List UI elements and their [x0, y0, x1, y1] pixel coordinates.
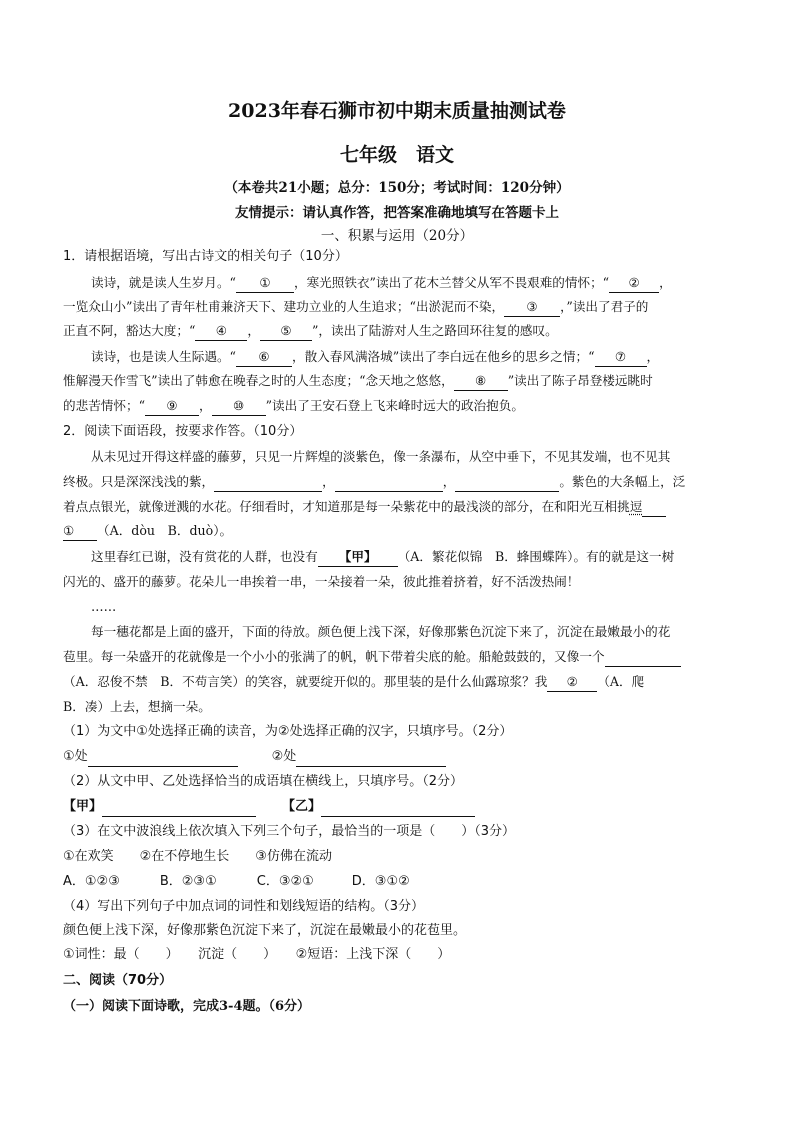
- q1-text: 一览众山小”读出了青年杜甫兼济天下、建功立业的人生追求；“出淤泥而不染，: [63, 299, 505, 314]
- exam-subtitle: 七年级 语文: [339, 144, 454, 166]
- answer-label-2: ②处: [271, 749, 297, 764]
- passage-line-1: 从未见过开得这样盛的藤萝，只见一片辉煌的淡紫色，像一条瀑布，从空中垂下，不见其发端，也不见其: [91, 449, 671, 464]
- blank-1[interactable]: ①: [236, 274, 294, 293]
- blank-10[interactable]: ⑩: [212, 397, 266, 416]
- blank-4[interactable]: ④: [195, 322, 247, 341]
- answer-field-yi[interactable]: [321, 798, 475, 817]
- choice-c[interactable]: C．③②①: [256, 874, 314, 889]
- blank-yi[interactable]: [605, 648, 681, 667]
- q1-line-1: [91, 274, 733, 293]
- q1-text: 的悲苦情怀；“: [63, 398, 146, 413]
- section2-heading: 二、阅读（70分）: [63, 973, 173, 988]
- blank-5[interactable]: ⑤: [260, 322, 312, 341]
- choice-b[interactable]: B．②③①: [159, 874, 217, 889]
- passage-text: 终极。只是深深浅浅的紫，: [63, 474, 215, 489]
- q1-text: 惟解漫天作雪飞”读出了韩愈在晚春之时的人生态度；“念天地之悠悠，: [63, 373, 454, 388]
- exam-info: （本卷共21小题；总分：150分；考试时间：120分钟）: [224, 180, 570, 196]
- blank-2[interactable]: ②: [609, 274, 659, 293]
- passage-ellipsis: ……: [91, 599, 117, 614]
- answer-label-jia: 【甲】: [63, 799, 103, 814]
- q1-text: ，寒光照铁衣”读出了花木兰替父从军不畏艰难的情怀；“: [293, 275, 610, 290]
- sub-q4-answers: ①词性：最（ ） 沉淀（ ） ②短语：上浅下深（ ）: [63, 947, 451, 962]
- blank-3[interactable]: ③: [504, 298, 560, 317]
- passage-text: （A．繁花似锦 B．蜂围蝶阵）。有的就是这一树: [397, 549, 675, 564]
- passage-text: 。紫色的大条幅上，泛: [559, 474, 686, 489]
- blank-6[interactable]: ⑥: [236, 348, 292, 367]
- q1-line-5: [63, 372, 733, 391]
- dotted-char: 逗: [629, 499, 643, 514]
- section2-sub: （一）阅读下面诗歌，完成3-4题。（6分）: [63, 999, 311, 1014]
- q1-text: ”读出了王安石登上飞来峰时远大的政治抱负。: [265, 398, 524, 413]
- choice-a[interactable]: A．①②③: [63, 874, 120, 889]
- passage-line-11: B．凑）上去，想摘一朵。: [63, 699, 211, 714]
- passage-text: （A．忍俊不禁 B．不苟言笑）的笑容，就要绽开似的。那里装的是什么仙露琼浆？我: [63, 674, 548, 689]
- q1-text: ，: [199, 398, 212, 413]
- sub-q2-answers: [63, 798, 733, 817]
- passage-text: （A．爬: [597, 674, 645, 689]
- passage-text: 苞里。每一朵盛开的花就像是一个小小的张满了的帆，帆下带着尖底的舱。船舱鼓鼓的，又像一个: [63, 649, 605, 664]
- q1-line-6: [63, 397, 733, 416]
- passage-line-10: [63, 673, 733, 692]
- sub-q1: （1）为文中①处选择正确的读音，为②处选择正确的汉字，只填序号。（2分）: [63, 724, 513, 739]
- passage-line-2: [63, 473, 733, 492]
- answer-field-1[interactable]: [88, 748, 238, 767]
- passage-line-5: [91, 548, 733, 567]
- blank-a[interactable]: [642, 498, 666, 517]
- passage-line-8: 每一穗花都是上面的盛开，下面的待放。颜色便上浅下深，好像那紫色沉淀下来了，沉淀在最嫩最小的花: [91, 624, 671, 639]
- q1-text: ，”读出了君子的: [560, 299, 649, 314]
- sub-q4-sentence: 颜色便上浅下深，好像那紫色沉淀下来了，沉淀在最嫩最小的花苞里。: [63, 923, 467, 938]
- q1-text: ”读出了陈子昂登楼远眺时: [507, 373, 653, 388]
- blank-jia[interactable]: 【甲】: [318, 548, 398, 567]
- blank-char[interactable]: ②: [547, 673, 597, 692]
- choice-d[interactable]: D．③①②: [351, 874, 410, 889]
- answer-label-1: ①处: [63, 749, 88, 764]
- wavy-blank-3[interactable]: [455, 473, 559, 492]
- sub-q3-choices: [63, 873, 733, 891]
- passage-line-6: 闪光的、盛开的藤萝。花朵儿一串挨着一串，一朵接着一朵，彼此推着挤着，好不活泼热闹！: [63, 574, 580, 589]
- passage-line-4: [63, 522, 733, 541]
- sub-q1-answers: [63, 748, 733, 767]
- passage-line-3: [63, 498, 733, 517]
- q1-prompt: 1．请根据语境，写出古诗文的相关句子（10分）: [63, 249, 348, 264]
- q1-text: ，: [247, 323, 260, 338]
- wavy-blank-1[interactable]: [214, 473, 322, 492]
- passage-text: ，: [442, 474, 456, 489]
- passage-text: ，: [322, 474, 335, 489]
- friendly-tip: 友情提示：请认真作答，把答案准确地填写在答题卡上: [235, 205, 559, 221]
- section1-heading: 一、积累与运用（20分）: [320, 228, 474, 244]
- q1-text: ”，读出了陆游对人生之路回环往复的感叹。: [311, 323, 558, 338]
- passage-line-9: [63, 648, 733, 667]
- q1-line-2: [63, 298, 733, 317]
- q1-line-4: [91, 348, 733, 367]
- passage-text: 这里春红已谢，没有赏花的人群，也没有: [91, 549, 318, 564]
- passage-text: （A．dòu B．duò）。: [97, 523, 233, 538]
- blank-7[interactable]: ⑦: [595, 348, 647, 367]
- answer-field-2[interactable]: [296, 748, 446, 767]
- exam-title: 2023年春石狮市初中期末质量抽测试卷: [228, 100, 566, 122]
- sub-q3: （3）在文中波浪线上依次填入下列三个句子，最恰当的一项是（ ）（3分）: [63, 824, 516, 839]
- q1-text: 读诗，也是读人生际遇。“: [91, 349, 236, 364]
- sub-q3-sentences: ①在欢笑 ②在不停地生长 ③仿佛在流动: [63, 849, 332, 864]
- q2-prompt: 2．阅读下面语段，按要求作答。（10分）: [63, 424, 303, 439]
- blank-9[interactable]: ⑨: [145, 397, 199, 416]
- blank-8[interactable]: ⑧: [454, 372, 508, 391]
- answer-label-yi: 【乙】: [282, 799, 322, 814]
- q1-line-3: [63, 322, 733, 341]
- sub-q4: （4）写出下列句子中加点词的词性和划线短语的结构。（3分）: [63, 899, 425, 914]
- q1-text: 读诗，就是读人生岁月。“: [91, 275, 236, 290]
- passage-text: 着点点银光，就像迸溅的水花。仔细看时，才知道那是每一朵紫花中的最浅淡的部分，在和阳光互相挑: [63, 499, 630, 514]
- answer-field-jia[interactable]: [102, 798, 256, 817]
- q1-text: ，: [659, 275, 672, 290]
- q1-text: ，: [646, 349, 660, 364]
- sub-q2: （2）从文中甲、乙处选择恰当的成语填在横线上，只填序号。（2分）: [63, 774, 464, 789]
- wavy-blank-2[interactable]: [335, 473, 443, 492]
- q1-text: 正直不阿，豁达大度；“: [63, 323, 196, 338]
- blank-pinyin[interactable]: ①: [63, 522, 97, 541]
- q1-text: ，散入春风满洛城”读出了李白远在他乡的思乡之情；“: [291, 349, 595, 364]
